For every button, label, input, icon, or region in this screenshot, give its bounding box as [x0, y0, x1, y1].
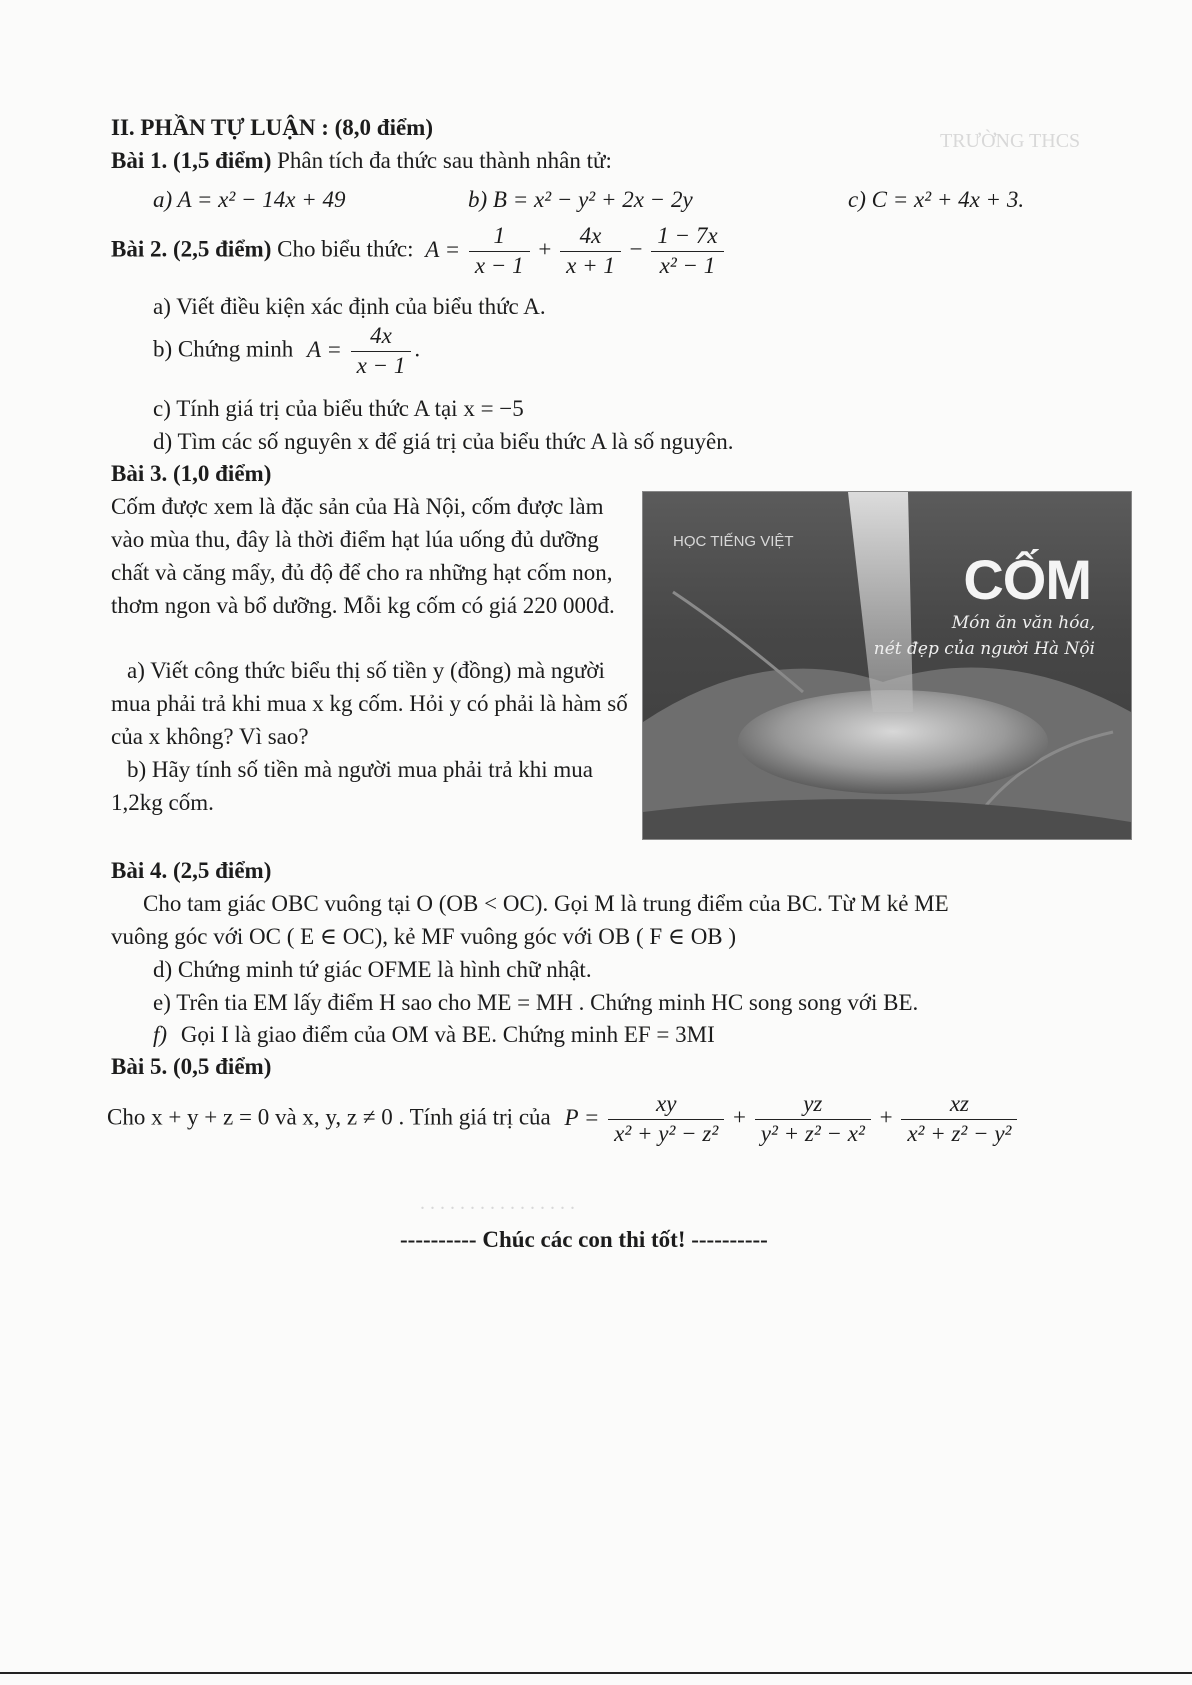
fraction-denominator: x + 1 [566, 252, 615, 278]
bai2-label: Bài 2. (2,5 điểm) [111, 236, 272, 262]
bai4-f-label: f) [153, 1022, 168, 1047]
bai2-c: c) Tính giá trị của biểu thức A tại x = −5 [153, 396, 524, 421]
bai3-a: a) Viết công thức biểu thị số tiền y (đồng) mà người mua phải trả khi mua x kg cốm. Hỏi y có phải là hàm số của x không? Vì sao? [111, 658, 628, 749]
operator: − [629, 236, 643, 262]
operator: + [538, 236, 552, 262]
bai5-lhs: P = [564, 1104, 600, 1130]
bai1-c: c) C = x² + 4x + 3. [848, 187, 1025, 212]
bai2-b-text: b) Chứng minh [153, 336, 294, 362]
bai2-expr-lhs: A = [425, 236, 461, 262]
bai1-text: Phân tích đa thức sau thành nhân tử: [277, 148, 612, 173]
page-bottom-edge [0, 1672, 1192, 1674]
bai2-fraction-1 [469, 222, 530, 281]
fraction-numerator: 1 − 7x [651, 222, 723, 252]
bai2-b-fraction [351, 322, 412, 381]
bai2-fraction-2 [560, 222, 621, 281]
bai1-a: a) A = x² − 14x + 49 [153, 187, 346, 212]
bai2-fraction-3 [651, 222, 723, 281]
bleed-through-text: . . . . . . . . . . . . . . . . [420, 1192, 575, 1214]
bai4-label: Bài 4. (2,5 điểm) [111, 858, 272, 883]
bai4-line1: Cho tam giác OBC vuông tại O (OB < OC). Gọi M là trung điểm của BC. Từ M kẻ ME [143, 891, 949, 916]
photo-title: CỐM [963, 548, 1091, 611]
fraction-numerator: 4x [351, 322, 412, 352]
fraction-numerator: yz [755, 1090, 871, 1120]
bai5-fraction-2 [755, 1090, 871, 1149]
bai2-text: Cho biểu thức: [277, 236, 414, 262]
photo-subtitle-line1: Món ăn văn hóa, [951, 613, 1095, 633]
bai4-f-text: Gọi I là giao điểm của OM và BE. Chứng minh EF = 3MI [180, 1022, 715, 1047]
fraction-numerator: 1 [469, 222, 530, 252]
bai4-d: d) Chứng minh tứ giác OFME là hình chữ nhật. [153, 957, 592, 982]
fraction-denominator: x² + y² − z² [614, 1120, 719, 1146]
fraction-denominator: x² − 1 [659, 252, 716, 278]
bai2-b [153, 322, 420, 381]
fraction-denominator: x − 1 [356, 352, 406, 378]
bai3-label: Bài 3. (1,0 điểm) [111, 461, 272, 486]
bai5-fraction-3 [901, 1090, 1017, 1149]
bai2-b-lhs: A = [307, 336, 342, 362]
brand-logo: HỌC TIẾNG VIỆT [673, 533, 794, 550]
fraction-denominator: x² + z² − y² [907, 1120, 1012, 1146]
fraction-denominator: x − 1 [474, 252, 524, 278]
bai3-intro: Cốm được xem là đặc sản của Hà Nội, cốm được làm vào mùa thu, đây là thời điểm hạt lúa uống đủ dưỡng chất và căng mẩy, đủ độ để cho ra những hạt cốm non, thơm ngon và bổ dưỡng. Mỗi kg cốm có giá 220 000đ. [111, 494, 615, 618]
bai1-b: b) B = x² − y² + 2x − 2y [468, 187, 693, 212]
bai2-d: d) Tìm các số nguyên x để giá trị của biểu thức A là số nguyên. [153, 429, 734, 454]
fraction-numerator: xy [608, 1090, 724, 1120]
bai5-statement [107, 1090, 1020, 1149]
photo-subtitle [874, 610, 1095, 662]
fraction-denominator: y² + z² − x² [760, 1120, 865, 1146]
bai1-heading [111, 145, 612, 176]
photo-subtitle-line2: nét đẹp của người Hà Nội [873, 639, 1095, 659]
bai5-text: Cho x + y + z = 0 và x, y, z ≠ 0 . Tính giá trị của [107, 1104, 551, 1130]
com-photo [642, 491, 1132, 840]
fraction-numerator: xz [901, 1090, 1017, 1120]
bai5-label: Bài 5. (0,5 điểm) [111, 1054, 272, 1079]
period: . [414, 336, 421, 362]
closing-message: ---------- Chúc các con thi tốt! ---------- [400, 1227, 768, 1252]
bai4-f [153, 1019, 715, 1050]
bai4-e: e) Trên tia EM lấy điểm H sao cho ME = MH . Chứng minh HC song song với BE. [153, 990, 919, 1015]
bai5-fraction-1 [608, 1090, 724, 1149]
bai1-label: Bài 1. (1,5 điểm) [111, 148, 272, 173]
bleed-through-text: TRƯỜNG THCS [940, 130, 1081, 152]
bai2-heading [111, 222, 727, 281]
bai3-b: b) Hãy tính số tiền mà người mua phải trả khi mua 1,2kg cốm. [111, 757, 594, 815]
operator: + [733, 1104, 746, 1130]
section-title: II. PHẦN TỰ LUẬN : (8,0 điểm) [111, 115, 433, 140]
bai4-line2: vuông góc với OC ( E ∈ OC), kẻ MF vuông góc với OB ( F ∈ OB ) [111, 924, 737, 949]
fraction-numerator: 4x [560, 222, 621, 252]
bai2-a: a) Viết điều kiện xác định của biểu thức A. [153, 294, 546, 319]
operator: + [879, 1104, 893, 1130]
